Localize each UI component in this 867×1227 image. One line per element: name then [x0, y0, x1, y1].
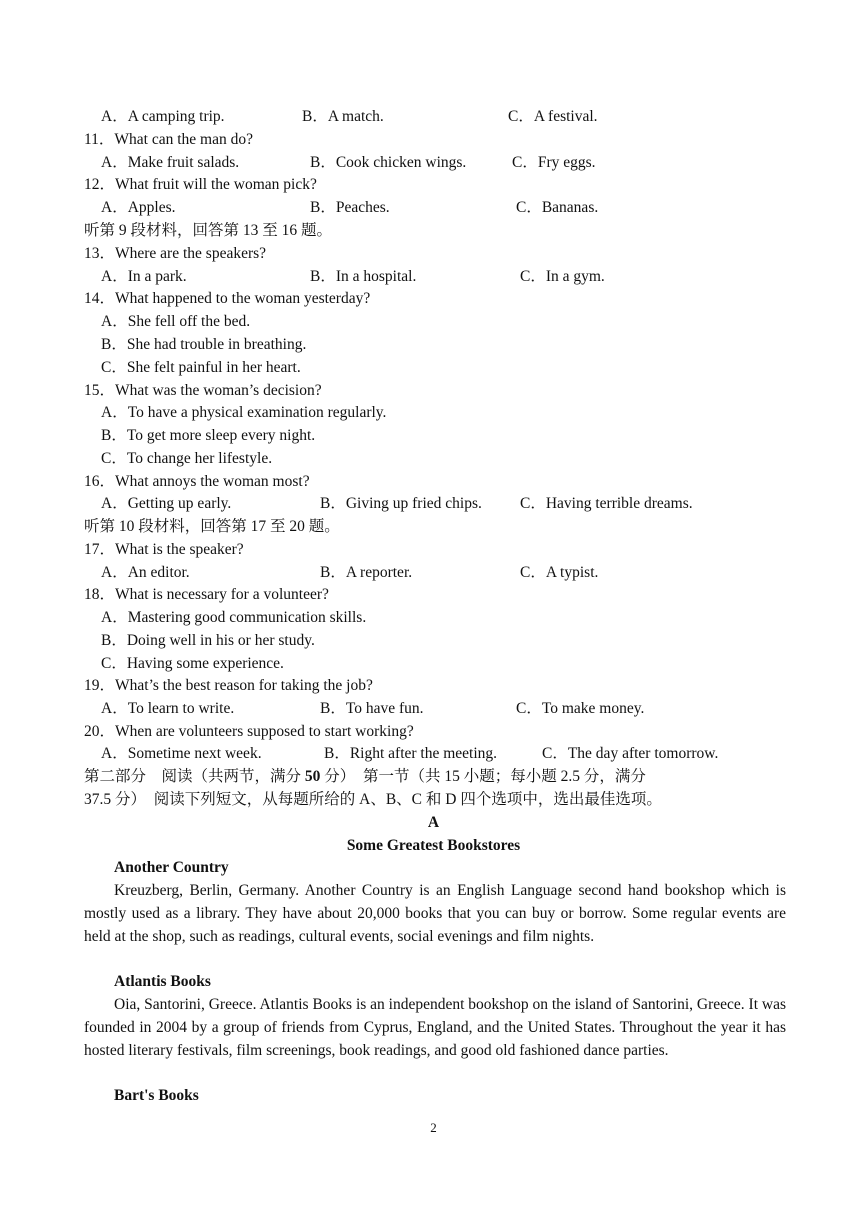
section-heading-another-country: Another Country — [114, 859, 229, 876]
section-heading-barts-books: Bart's Books — [114, 1087, 199, 1104]
q14-option-a: A．She fell off the bed. — [101, 313, 251, 330]
passage-title: Some Greatest Bookstores — [346, 837, 521, 854]
q10-option-b: B．A match. — [302, 108, 384, 125]
paragraph-atlantis-books — [84, 994, 786, 1062]
q19-option-a: A．To learn to write. — [101, 700, 235, 717]
q13-stem: 13．Where are the speakers? — [84, 245, 267, 262]
q17-option-a: A．An editor. — [101, 564, 190, 581]
part2-line1-post: 分） 第一节（共 15 小题；每小题 2.5 分，满分 — [320, 768, 646, 785]
q13-option-a: A．In a park. — [101, 268, 187, 285]
q20-option-b: B．Right after the meeting. — [324, 745, 498, 762]
q15-stem: 15．What was the woman’s decision? — [84, 382, 322, 399]
q20-option-a: A．Sometime next week. — [101, 745, 262, 762]
q20-stem: 20．When are volunteers supposed to start working? — [84, 723, 414, 740]
q15-option-c: C．To change her lifestyle. — [101, 450, 273, 467]
q20-option-c: C．The day after tomorrow. — [542, 745, 719, 762]
q14-option-b: B．She had trouble in breathing. — [101, 336, 307, 353]
q13-option-b: B．In a hospital. — [310, 268, 417, 285]
part2-line1-pre: 第二部分 阅读（共两节，满分 — [84, 768, 305, 785]
paragraph-another-country — [84, 880, 786, 948]
q18-option-a: A．Mastering good communication skills. — [101, 609, 367, 626]
q16-stem: 16．What annoys the woman most? — [84, 473, 310, 490]
q15-option-a: A．To have a physical examination regularly. — [101, 404, 387, 421]
q13-option-c: C．In a gym. — [520, 268, 605, 285]
section-10-instruction: 听第 10 段材料，回答第 17 至 20 题。 — [84, 518, 340, 535]
section-heading-atlantis-books: Atlantis Books — [114, 973, 211, 990]
paragraph-atlantis-books-text: Oia, Santorini, Greece. Atlantis Books is an independent bookshop on the island of Santorini, Greece. It was founded in 2004 by a group of friends from Cyprus, England, and the United States. Throughout the year it has hosted literary festivals, film screenings, book readings, and good old fashioned dance parties. — [84, 996, 786, 1059]
q11-option-c: C．Fry eggs. — [512, 154, 596, 171]
passage-letter: A — [427, 814, 440, 831]
q11-option-a: A．Make fruit salads. — [101, 154, 240, 171]
q12-option-a: A．Apples. — [101, 199, 176, 216]
q19-option-b: B．To have fun. — [320, 700, 424, 717]
q14-stem: 14．What happened to the woman yesterday? — [84, 290, 371, 307]
q17-stem: 17．What is the speaker? — [84, 541, 244, 558]
q16-option-b: B．Giving up fried chips. — [320, 495, 482, 512]
q10-option-a: A．A camping trip. — [101, 108, 225, 125]
q11-stem: 11．What can the man do? — [84, 131, 254, 148]
q16-option-a: A．Getting up early. — [101, 495, 232, 512]
q19-option-c: C．To make money. — [516, 700, 645, 717]
page-number: 2 — [430, 1120, 437, 1135]
q11-option-b: B．Cook chicken wings. — [310, 154, 467, 171]
q18-stem: 18．What is necessary for a volunteer? — [84, 586, 329, 603]
q18-option-b: B．Doing well in his or her study. — [101, 632, 315, 649]
q17-option-b: B．A reporter. — [320, 564, 413, 581]
q15-option-b: B．To get more sleep every night. — [101, 427, 316, 444]
q14-option-c: C．She felt painful in her heart. — [101, 359, 301, 376]
section-9-instruction: 听第 9 段材料，回答第 13 至 16 题。 — [84, 222, 333, 239]
q10-option-c: C．A festival. — [508, 108, 598, 125]
q18-option-c: C．Having some experience. — [101, 655, 284, 672]
part2-instruction-line1 — [84, 767, 646, 787]
q16-option-c: C．Having terrible dreams. — [520, 495, 693, 512]
part2-instruction-line2: 37.5 分） 阅读下列短文，从每题所给的 A、B、C 和 D 四个选项中，选出最佳选项。 — [84, 791, 662, 808]
q12-option-b: B．Peaches. — [310, 199, 390, 216]
part2-line1-score: 50 — [304, 768, 321, 785]
q17-option-c: C．A typist. — [520, 564, 599, 581]
q12-stem: 12．What fruit will the woman pick? — [84, 176, 317, 193]
q19-stem: 19．What’s the best reason for taking the job? — [84, 677, 373, 694]
q12-option-c: C．Bananas. — [516, 199, 599, 216]
paragraph-another-country-text: Kreuzberg, Berlin, Germany. Another Country is an English Language second hand bookshop which is mostly used as a library. They have about 20,000 books that you can buy or borrow. Some regular events are held at the shop, such as readings, cultural events, social evenings and film nights. — [84, 882, 786, 945]
